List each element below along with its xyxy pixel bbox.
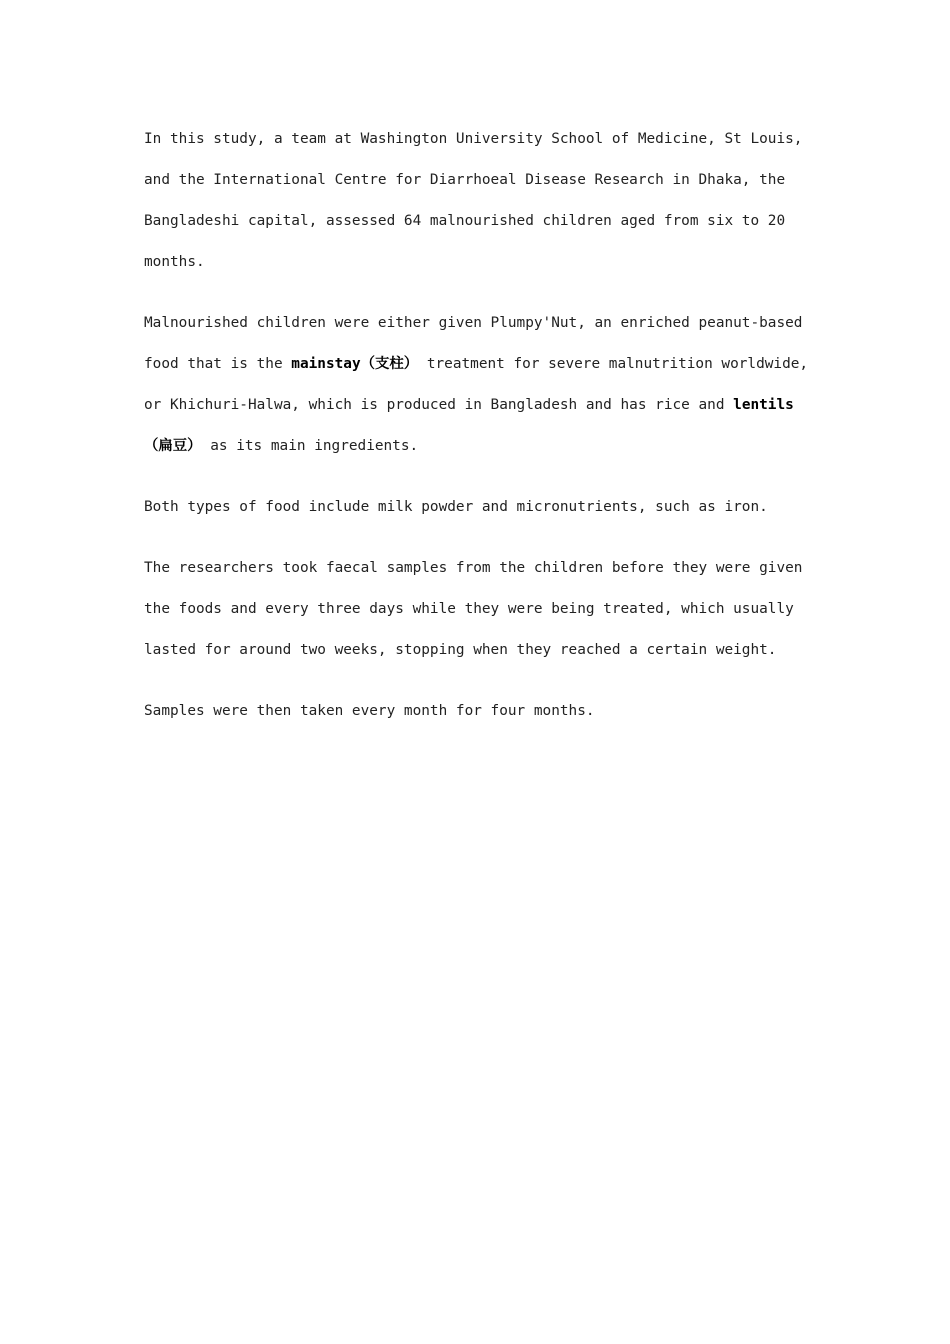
text-segment: food that is the [144,356,292,372]
vocab-gloss-mainstay: （支柱） [360,356,419,372]
vocab-term-mainstay: mainstay [291,356,361,372]
text-line: the foods and every three days while they were being treated, which usually [144,601,794,617]
text-line: The researchers took faecal samples from the children before they were given [144,560,803,576]
paragraph-food-contents [144,487,814,528]
text-line: lasted for around two weeks, stopping when they reached a certain weight. [144,642,777,658]
text-segment: or Khichuri-Halwa, which is produced in Bangladesh and has rice and [144,397,734,413]
text-segment: as its main ingredients. [201,438,419,454]
vocab-term-lentils: lentils [733,397,794,413]
text-line: Samples were then taken every month for four months. [144,703,595,719]
text-line [144,344,814,385]
text-line [144,426,814,467]
paragraph-food-types [144,303,814,467]
text-line [144,385,814,426]
text-line: In this study, a team at Washington University School of Medicine, St Louis, [144,131,803,147]
text-line: and the International Centre for Diarrhoeal Disease Research in Dhaka, the [144,172,786,188]
text-line: Malnourished children were either given Plumpy'Nut, an enriched peanut-based [144,315,803,331]
text-line: Bangladeshi capital, assessed 64 malnourished children aged from six to 20 [144,213,786,229]
text-segment: treatment for severe malnutrition worldwide, [418,356,809,372]
vocab-gloss-lentils: （扁豆） [144,438,202,454]
text-line: months. [144,254,205,270]
paragraph-followup [144,691,814,732]
paragraph-sampling [144,548,814,671]
text-line: Both types of food include milk powder and micronutrients, such as iron. [144,499,768,515]
paragraph-study-overview [144,119,814,283]
article-body [144,119,814,752]
